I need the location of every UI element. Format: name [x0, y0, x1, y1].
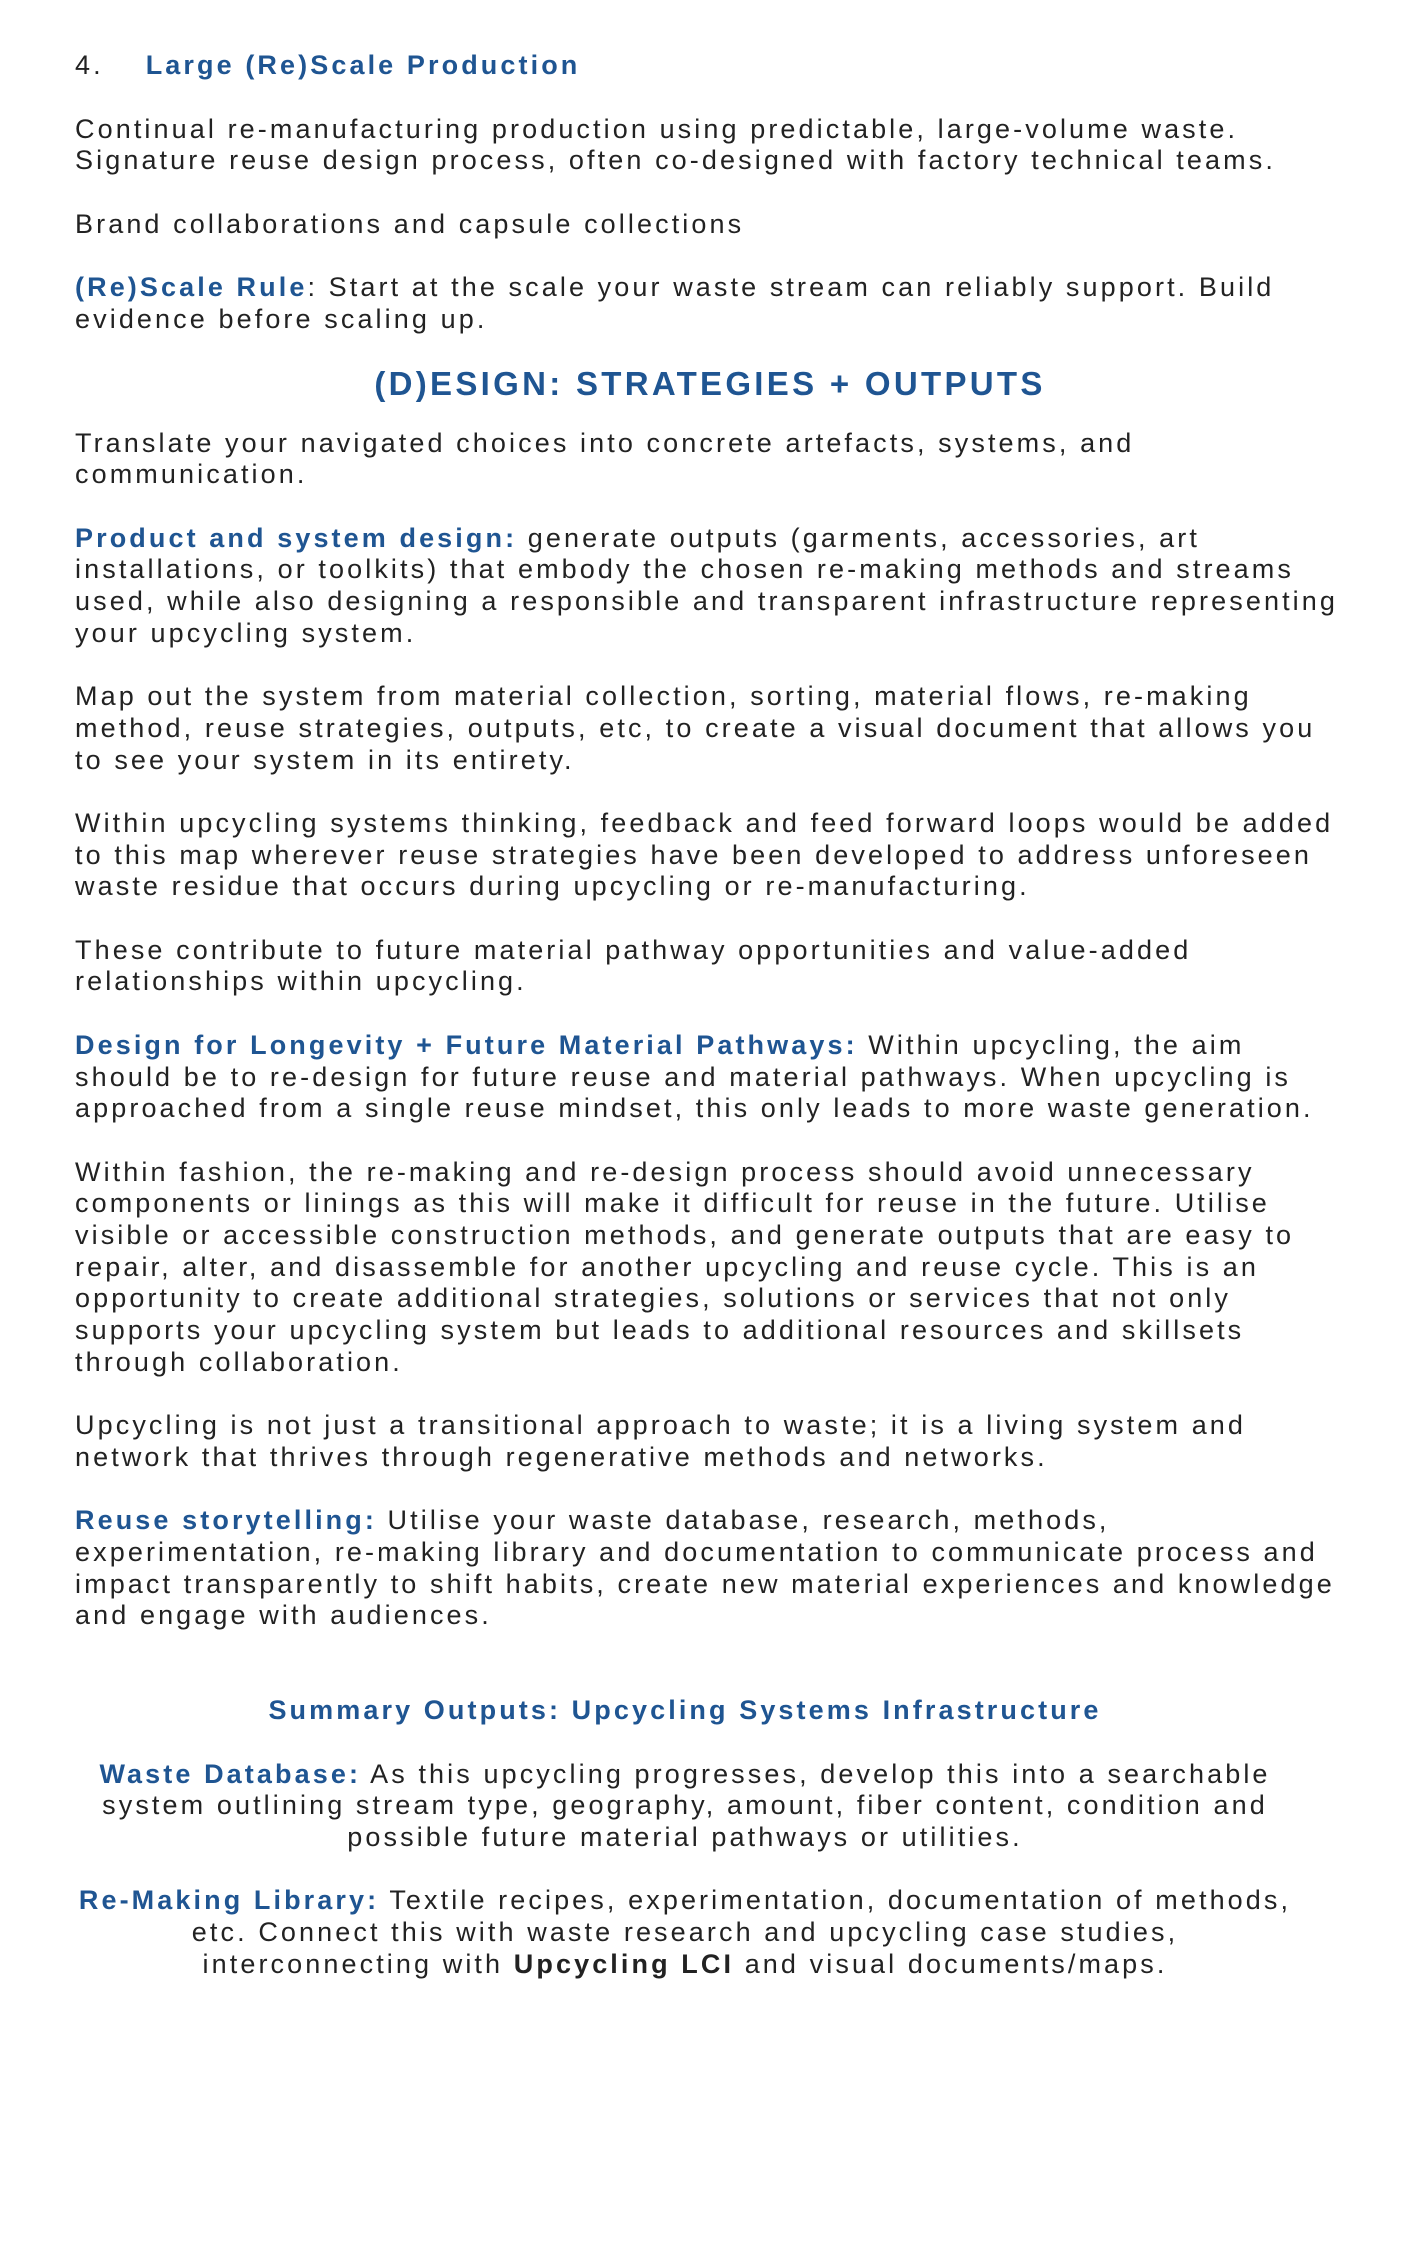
- summary-heading: Summary Outputs: Upcycling Systems Infrastructure: [268, 1695, 1102, 1726]
- section-4-heading: [75, 50, 1345, 82]
- rescale-rule-text: : Start at the scale your waste stream can reliably support. Build evidence before scaling up.: [75, 272, 1275, 334]
- product-system-label: Product and system design:: [75, 522, 518, 553]
- remaking-library-text-b: and visual documents/maps.: [734, 1948, 1168, 1979]
- rescale-description: Continual re-manufacturing production using predictable, large-volume waste. Signature reuse design process, often co-designed with factory technical teams.: [75, 113, 1276, 176]
- remaking-library-label: Re-Making Library:: [78, 1885, 380, 1916]
- rescale-rule-label: (Re)Scale Rule: [75, 272, 308, 303]
- design-longevity: [75, 1030, 1345, 1125]
- design-longevity-text: Within upcycling, the aim should be to re-design for future reuse and material pathways. When upcycling is approached from a single reuse mindset, this only leads to more waste generation.: [75, 1029, 1314, 1124]
- product-system-text: generate outputs (garments, accessories, art installations, or toolkits) that embody the chosen re-making methods and streams used, while also designing a responsible and transparent infrastructure representing your upcycling system.: [75, 522, 1338, 648]
- reuse-storytelling: [75, 1505, 1345, 1632]
- reuse-storytelling-label: Reuse storytelling:: [75, 1505, 377, 1536]
- rescale-rule: [75, 272, 1345, 335]
- design-intro: Translate your navigated choices into concrete artefacts, systems, and communication.: [75, 427, 1135, 490]
- remaking-library: [75, 1885, 1295, 1980]
- fashion-paragraph: Within fashion, the re-making and re-design process should avoid unnecessary components or linings as this will make it difficult for reuse in the future. Utilise visible or accessible construction methods, and generate outputs that are easy to repair, alter, and disassemble for another upcycling and reuse cycle. This is an opportunity to create additional strategies, solutions or services that not only supports your upcycling system but leads to additional resources and skillsets through collaboration.: [75, 1156, 1295, 1377]
- section-title: Large (Re)Scale Production: [145, 50, 581, 80]
- waste-database-label: Waste Database:: [99, 1758, 362, 1789]
- brand-collaborations: Brand collaborations and capsule collections: [75, 208, 745, 239]
- design-heading: (D)ESIGN: STRATEGIES + OUTPUTS: [374, 364, 1046, 402]
- reuse-storytelling-text: Utilise your waste database, research, methods, experimentation, re-making library and documentation to communicate process and impact transparently to shift habits, create new material experiences and knowledge and engage with audiences.: [75, 1505, 1335, 1631]
- remaking-library-text-a: Textile recipes, experimentation, documentation of methods, etc. Connect this with waste research and upcycling case studies, interconnecting with: [191, 1885, 1292, 1979]
- upcycling-lci: Upcycling LCI: [513, 1948, 735, 1979]
- document-page: [75, 50, 1345, 1980]
- map-system-paragraph: Map out the system from material collection, sorting, material flows, re-making method, reuse strategies, outputs, etc, to create a visual document that allows you to see your system in its entirety.: [75, 681, 1316, 775]
- design-longevity-label: Design for Longevity + Future Material Pathways:: [75, 1029, 858, 1060]
- living-system-paragraph: Upcycling is not just a transitional approach to waste; it is a living system and network that thrives through regenerative methods and networks.: [75, 1410, 1247, 1472]
- product-system-design: [75, 523, 1345, 650]
- feedback-loops-paragraph: Within upcycling systems thinking, feedback and feed forward loops would be added to this map wherever reuse strategies have been developed to address unforeseen waste residue that occurs during upcycling or re-manufacturing.: [75, 807, 1334, 902]
- waste-database-text: As this upcycling progresses, develop this into a searchable system outlining stream type, geography, amount, fiber content, condition and possible future material pathways or utilities.: [102, 1758, 1271, 1852]
- waste-database: [75, 1759, 1295, 1854]
- section-number: 4.: [75, 50, 104, 80]
- future-pathways-paragraph: These contribute to future material pathway opportunities and value-added relationships within upcycling.: [75, 934, 1192, 997]
